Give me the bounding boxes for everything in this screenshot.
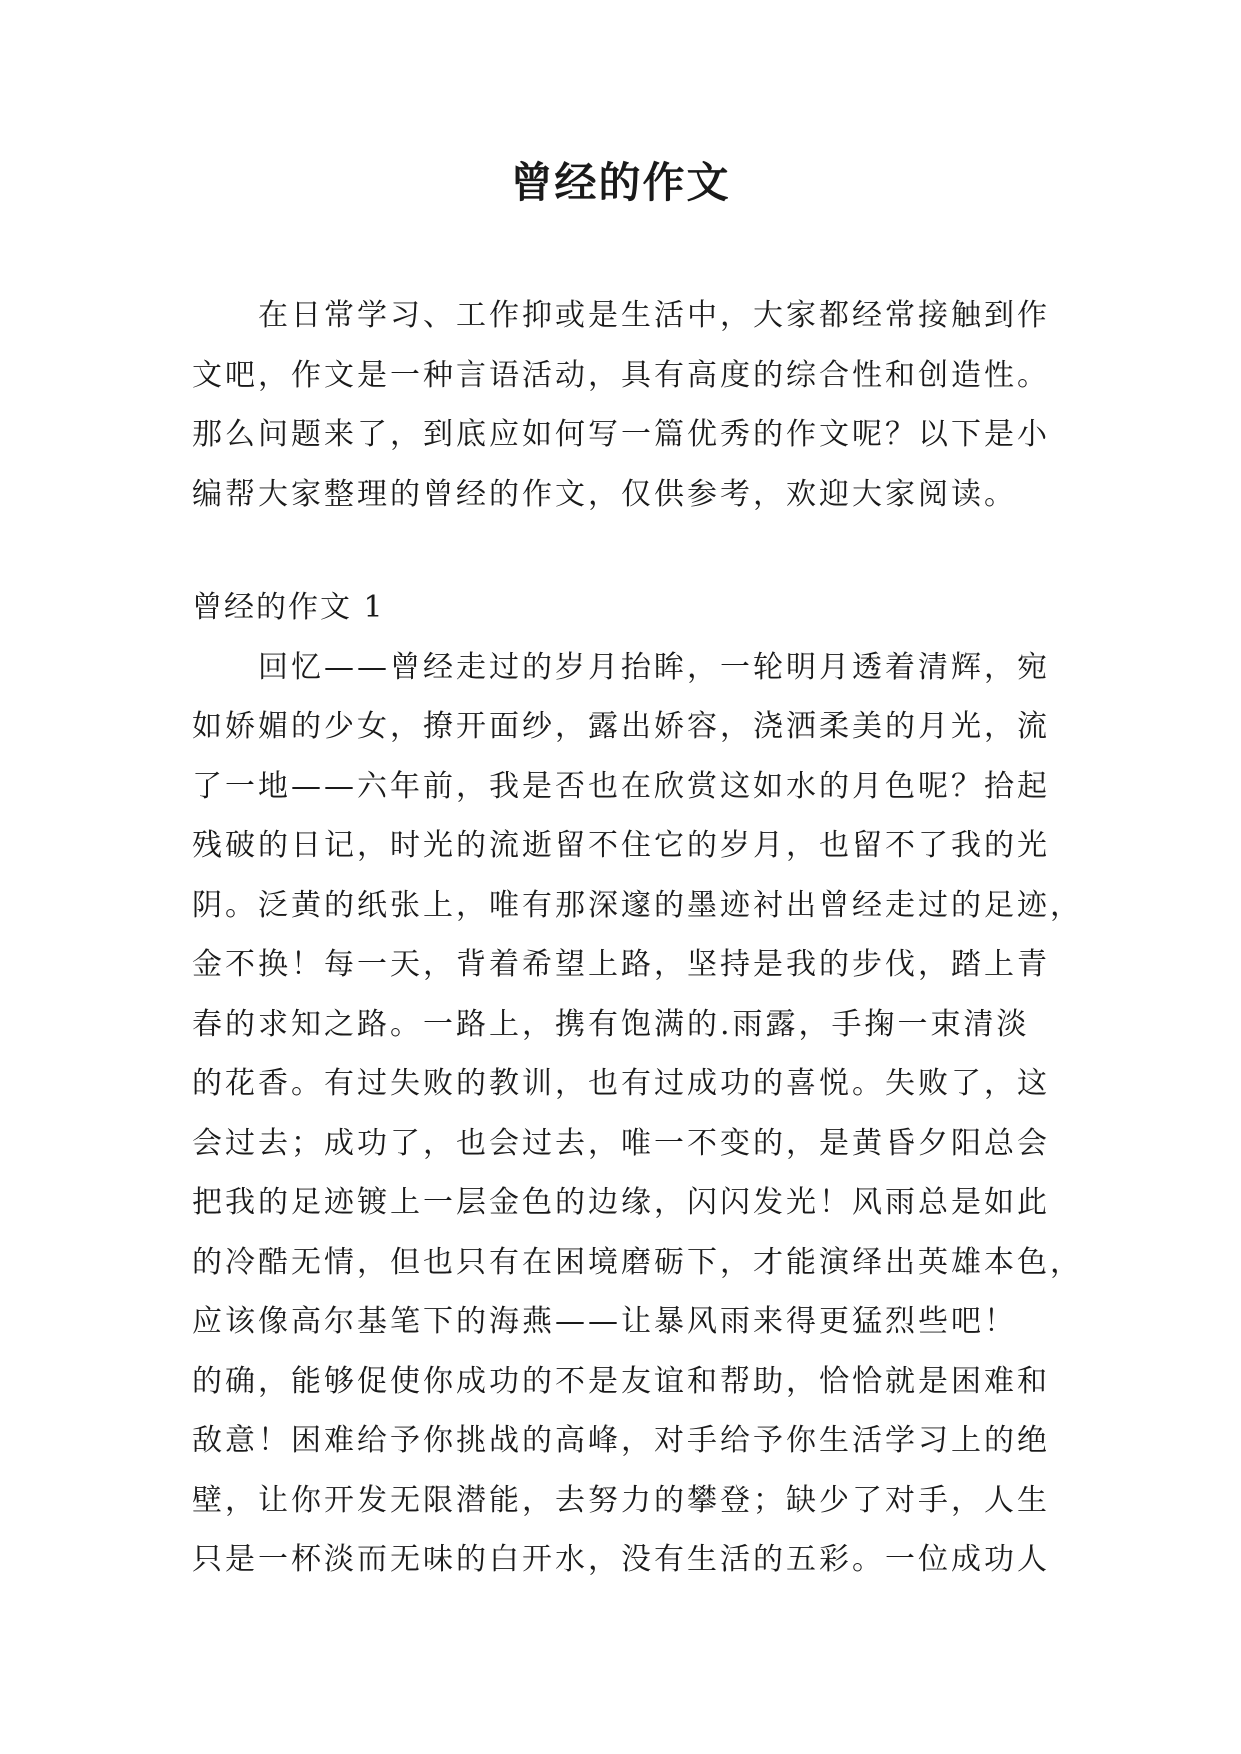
essay-line: 春的求知之路。一路上，携有饱满的.雨露，手掬一束清淡 xyxy=(192,1006,1030,1042)
essay-line: 壁，让你开发无限潜能，去努力的攀登；缺少了对手，人生 xyxy=(192,1482,1050,1518)
essay-line: 回忆——曾经走过的岁月抬眸，一轮明月透着清辉，宛 xyxy=(192,649,1050,685)
essay-line: 敌意！困难给予你挑战的高峰，对手给予你生活学习上的绝 xyxy=(192,1423,1050,1458)
essay-line: 把我的足迹镀上一层金色的边缘，闪闪发光！风雨总是如此 xyxy=(192,1185,1050,1220)
essay-line: 应该像高尔基笔下的海燕——让暴风雨来得更猛烈些吧！ xyxy=(192,1304,1017,1339)
document-title: 曾经的作文 xyxy=(510,158,731,207)
essay-line: 的花香。有过失败的教训，也有过成功的喜悦。失败了，这 xyxy=(192,1066,1050,1101)
intro-line: 编帮大家整理的曾经的作文，仅供参考，欢迎大家阅读。 xyxy=(192,476,1017,512)
essay-line: 的确，能够促使你成功的不是友谊和帮助，恰恰就是困难和 xyxy=(192,1363,1050,1399)
essay-line: 如娇媚的少女，撩开面纱，露出娇容，浇洒柔美的月光，流 xyxy=(192,709,1050,744)
intro-line: 文吧，作文是一种言语活动，具有高度的综合性和创造性。 xyxy=(192,357,1050,393)
essay-line: 了一地——六年前，我是否也在欣赏这如水的月色呢？拾起 xyxy=(192,768,1050,804)
section-heading: 曾经的作文 1 xyxy=(192,590,385,625)
essay-line: 只是一杯淡而无味的白开水，没有生活的五彩。一位成功人 xyxy=(192,1542,1050,1577)
intro-line: 在日常学习、工作抑或是生活中，大家都经常接触到作 xyxy=(192,298,1050,333)
essay-line: 金不换！每一天，背着希望上路，坚持是我的步伐，踏上青 xyxy=(192,947,1050,982)
intro-paragraph xyxy=(192,286,1062,524)
essay-line: 的冷酷无情，但也只有在困境磨砺下，才能演绎出英雄本色， xyxy=(192,1244,1083,1280)
intro-line: 那么问题来了，到底应如何写一篇优秀的作文呢？以下是小 xyxy=(192,417,1050,452)
essay-line: 阴。泛黄的纸张上，唯有那深邃的墨迹衬出曾经走过的足迹， xyxy=(192,887,1083,923)
essay-line: 残破的日记，时光的流逝留不住它的岁月，也留不了我的光 xyxy=(192,828,1050,863)
essay-section xyxy=(192,578,1083,1590)
essay-line: 会过去；成功了，也会过去，唯一不变的，是黄昏夕阳总会 xyxy=(192,1125,1050,1161)
